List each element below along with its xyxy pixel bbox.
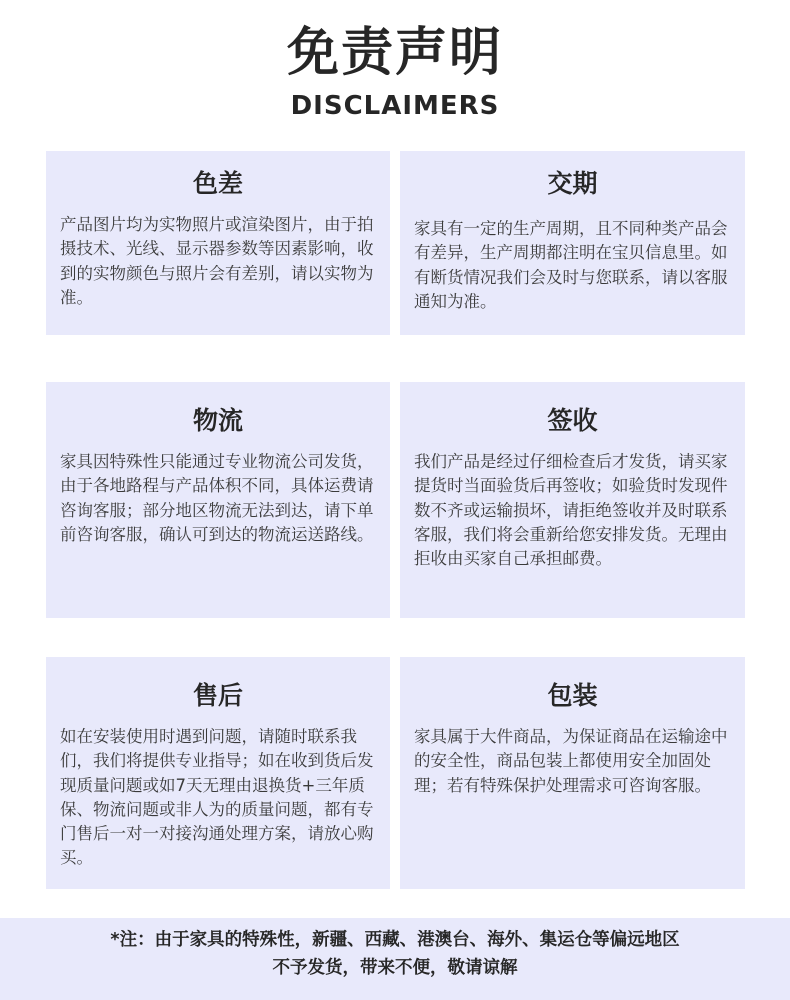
disclaimer-card-after-sales — [46, 657, 390, 889]
card-title: 签收 — [547, 406, 598, 435]
disclaimer-card-color-difference — [46, 151, 390, 335]
page-title: 免责声明 — [286, 23, 503, 83]
card-body: 我们产品是经过仔细检查后才发货，请买家提货时当面验货后再签收；如验货时发现件数不齐或运输损坏，请拒绝签收并及时联系客服，我们将会重新给您安排发货。无理由拒收由买家自己承担邮费。 — [414, 452, 728, 569]
disclaimer-card-delivery-time — [400, 151, 745, 335]
card-title: 包装 — [547, 681, 598, 710]
disclaimer-card-logistics — [46, 382, 390, 618]
disclaimer-card-packaging — [400, 657, 745, 889]
card-body: 家具因特殊性只能通过专业物流公司发货，由于各地路程与产品体积不同，具体运费请咨询客服；部分地区物流无法到达，请下单前咨询客服，确认可到达的物流运送路线。 — [60, 452, 374, 544]
footer-note-line-1: *注：由于家具的特殊性，新疆、西藏、港澳台、海外、集运仓等偏远地区 — [110, 930, 680, 950]
card-body: 家具属于大件商品，为保证商品在运输途中的安全性，商品包装上都使用安全加固处理；若有特殊保护处理需求可咨询客服。 — [414, 727, 728, 795]
page-subtitle: DISCLAIMERS — [290, 91, 500, 121]
card-body: 家具有一定的生产周期，且不同种类产品会有差异，生产周期都注明在宝贝信息里。如有断货情况我们会及时与您联系，请以客服通知为准。 — [414, 219, 728, 311]
footer-note — [0, 918, 790, 1000]
card-title: 交期 — [547, 169, 598, 198]
card-title: 售后 — [192, 681, 243, 710]
card-body: 如在安装使用时遇到问题，请随时联系我们，我们将提供专业指导；如在收到货后发现质量问题或如7天无理由退换货+三年质保、物流问题或非人为的质量问题，都有专门售后一对一对接沟通处理方案，请放心购买。 — [60, 727, 374, 868]
disclaimer-card-signing — [400, 382, 745, 618]
card-title: 色差 — [192, 169, 243, 198]
card-body: 产品图片均为实物照片或渲染图片，由于拍摄技术、光线、显示器参数等因素影响，收到的实物颜色与照片会有差别，请以实物为准。 — [60, 215, 374, 307]
footer-note-line-2: 不予发货，带来不便，敬请谅解 — [272, 958, 518, 978]
card-title: 物流 — [192, 406, 243, 435]
